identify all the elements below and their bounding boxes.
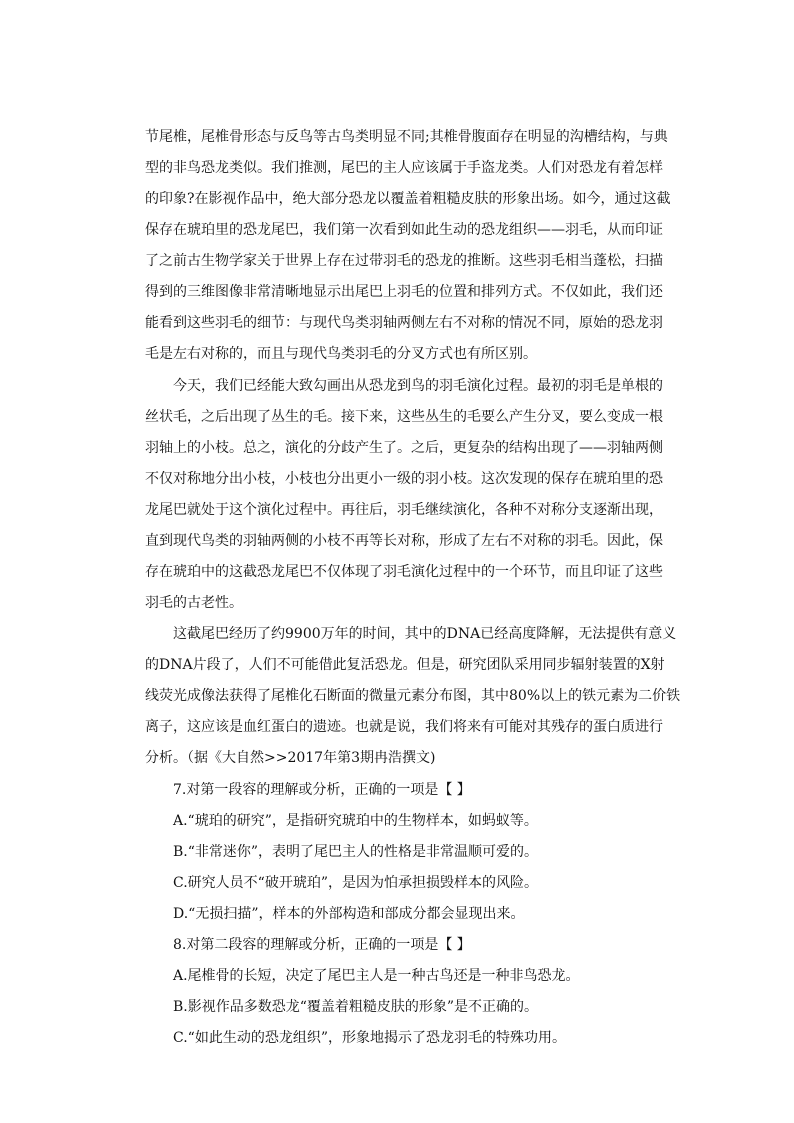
text-line: 保存在琥珀里的恐龙尾巴，我们第一次看到如此生动的恐龙组织——羽毛，从而印证 bbox=[145, 222, 663, 238]
text-line: 羽轴上的小枝。总之，演化的分歧产生了。之后，更复杂的结构出现了——羽轴两侧 bbox=[145, 440, 663, 456]
question-7: 7.对第一段容的理解或分析，正确的一项是【 】 bbox=[173, 782, 471, 798]
text-line: 存在琥珀中的这截恐龙尾巴不仅体现了羽毛演化过程中的一个环节，而且印证了这些 bbox=[145, 564, 663, 580]
text-line: 得到的三维图像非常清晰地显示出尾巴上羽毛的位置和排列方式。不仅如此，我们还 bbox=[145, 284, 663, 300]
text-line: 直到现代鸟类的羽轴两侧的小枝不再等长对称，形成了左右不对称的羽毛。因此，保 bbox=[145, 533, 663, 549]
text-line: 离子，这应该是血红蛋白的遗迹。也就是说，我们将来有可能对其残存的蛋白质进行 bbox=[145, 719, 663, 735]
option-a: A.尾椎骨的长短，决定了尾巴主人是一种古鸟还是一种非鸟恐龙。 bbox=[173, 968, 580, 984]
text-line: 节尾椎，尾椎骨形态与反鸟等古鸟类明显不同;其椎骨腹面存在明显的沟槽结构，与典 bbox=[145, 129, 668, 145]
text-line: 分析。（据《大自然>>2017年第3期冉浩撰文) bbox=[145, 750, 436, 766]
option-c: C.研究人员不“破开琥珀”，是因为怕承担损毁样本的风险。 bbox=[173, 875, 538, 891]
option-a: A.“琥珀的研究”，是指研究琥珀中的生物样本，如蚂蚁等。 bbox=[173, 813, 538, 829]
text-line: 这截尾巴经历了约9900万年的时间，其中的DNA已经高度降解，无法提供有意义 bbox=[173, 626, 677, 642]
option-b: B.“非常迷你”，表明了尾巴主人的性格是非常温顺可爱的。 bbox=[173, 844, 539, 860]
text-line: 羽毛的古老性。 bbox=[145, 595, 243, 611]
text-line: 今天，我们已经能大致勾画出从恐龙到鸟的羽毛演化过程。最初的羽毛是单根的 bbox=[173, 378, 663, 394]
option-d: D.“无损扫描”，样本的外部构造和部成分都会显现出来。 bbox=[173, 906, 525, 922]
text-line: 丝状毛，之后出现了丛生的毛。接下来，这些丛生的毛要么产生分叉，要么变成一根 bbox=[145, 409, 663, 425]
text-line: 线荧光成像法获得了尾椎化石断面的微量元素分布图，其中80%以上的铁元素为二价铁 bbox=[145, 688, 681, 704]
text-line: 不仅对称地分出小枝，小枝也分出更小一级的羽小枝。这次发现的保存在琥珀里的恐 bbox=[145, 471, 663, 487]
text-line: 毛是左右对称的，而且与现代鸟类羽毛的分叉方式也有所区别。 bbox=[145, 346, 537, 362]
text-line: 的DNA片段了，人们不可能借此复活恐龙。但是，研究团队采用同步辐射装置的X射 bbox=[145, 657, 665, 673]
option-c: C.“如此生动的恐龙组织”，形象地揭示了恐龙羽毛的特殊功用。 bbox=[173, 1030, 566, 1046]
text-line: 的印象?在影视作品中，绝大部分恐龙以覆盖着粗糙皮肤的形象出场。如今，通过这截 bbox=[145, 191, 671, 207]
option-b: B.影视作品多数恐龙“覆盖着粗糙皮肤的形象”是不正确的。 bbox=[173, 999, 539, 1015]
text-line: 龙尾巴就处于这个演化过程中。再往后，羽毛继续演化，各种不对称分支逐渐出现， bbox=[145, 502, 663, 518]
text-line: 型的非鸟恐龙类似。我们推测，尾巴的主人应该属于手盗龙类。人们对恐龙有着怎样 bbox=[145, 160, 663, 176]
question-8: 8.对第二段容的理解或分析，正确的一项是【 】 bbox=[173, 937, 471, 953]
text-line: 了之前古生物学家关于世界上存在过带羽毛的恐龙的推断。这些羽毛相当蓬松，扫描 bbox=[145, 253, 663, 269]
text-line: 能看到这些羽毛的细节：与现代鸟类羽轴两侧左右不对称的情况不同，原始的恐龙羽 bbox=[145, 315, 663, 331]
